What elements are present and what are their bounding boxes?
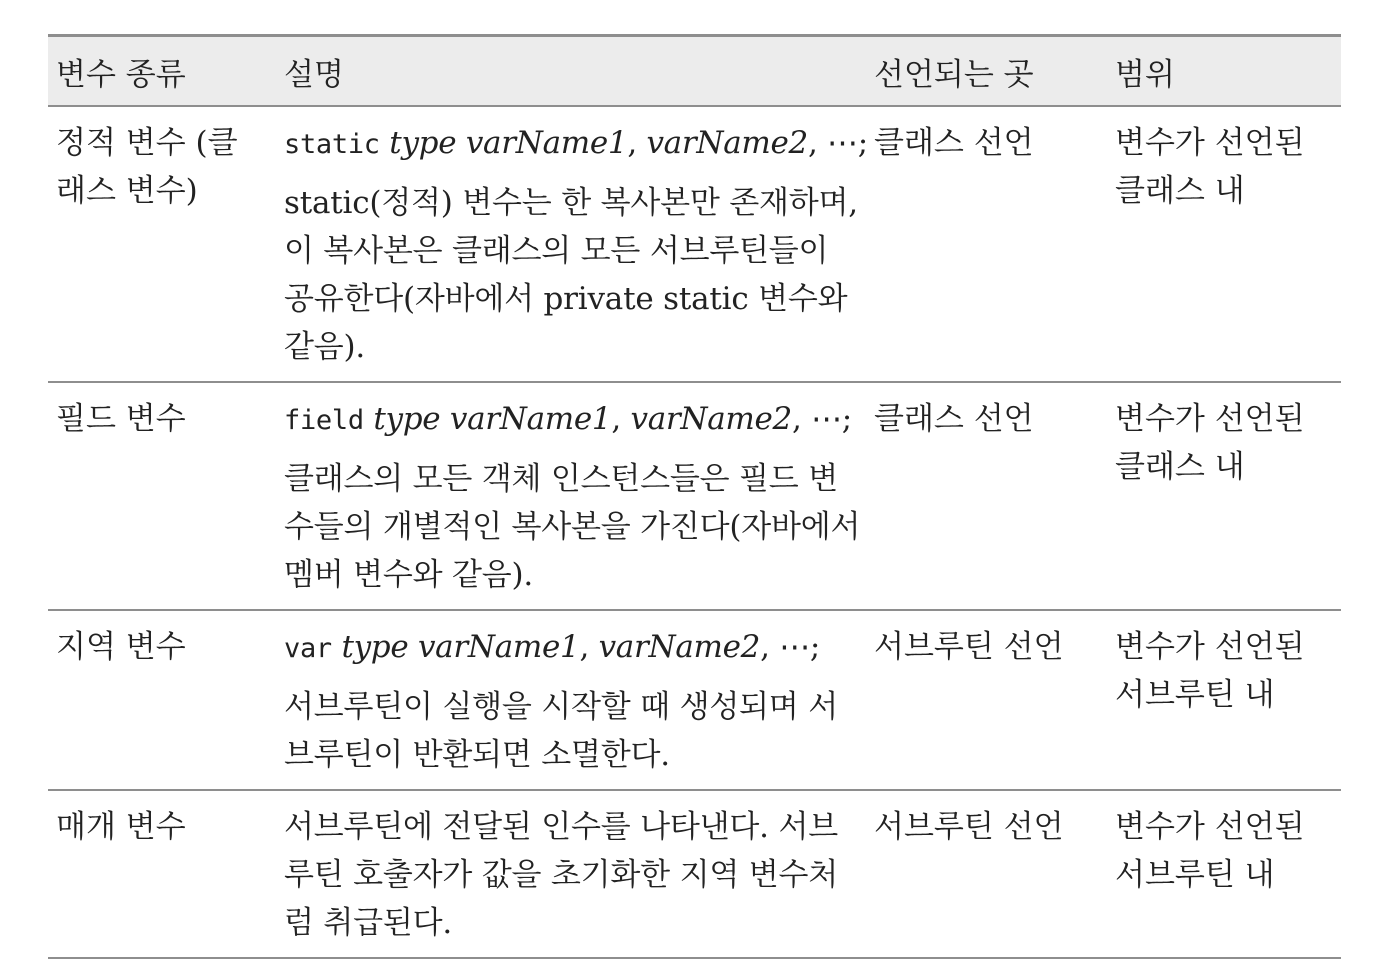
cell-scope: 변수가 선언된 서브루틴 내 — [1103, 790, 1341, 958]
code-type: type — [373, 401, 441, 437]
code-syntax — [284, 395, 862, 445]
code-keyword: var — [284, 633, 332, 664]
code-sep: , — [611, 401, 621, 437]
code-var2: varName2 — [646, 125, 808, 161]
cell-description — [274, 790, 870, 958]
header-scope: 범위 — [1103, 36, 1341, 107]
code-tail: , ⋯; — [807, 125, 868, 161]
code-type: type — [389, 125, 457, 161]
code-keyword: field — [284, 405, 364, 436]
code-type: type — [341, 629, 409, 665]
code-keyword: static — [284, 129, 380, 160]
cell-declared-in: 서브루틴 선언 — [870, 610, 1103, 790]
header-declared-in: 선언되는 곳 — [870, 36, 1103, 107]
header-kind: 변수 종류 — [48, 36, 274, 107]
code-var1: varName1 — [449, 401, 612, 437]
code-tail: , ⋯; — [792, 401, 852, 437]
variable-kinds-table-container — [48, 34, 1341, 959]
cell-declared-in: 클래스 선언 — [870, 106, 1103, 382]
code-var1: varName1 — [417, 629, 580, 665]
description-text: 서브루틴이 실행을 시작할 때 생성되며 서브루틴이 반환되면 소멸한다. — [284, 689, 838, 773]
cell-declared-in: 서브루틴 선언 — [870, 790, 1103, 958]
code-syntax — [284, 119, 868, 169]
cell-kind: 정적 변수 (클래스 변수) — [48, 106, 274, 382]
cell-kind: 지역 변수 — [48, 610, 274, 790]
cell-kind: 매개 변수 — [48, 790, 274, 958]
cell-description — [274, 610, 870, 790]
header-row — [48, 36, 1341, 107]
table-body — [48, 106, 1341, 958]
variable-kinds-table — [48, 34, 1341, 959]
code-var2: varName2 — [630, 401, 792, 437]
cell-description — [274, 382, 870, 610]
description-text: 클래스의 모든 객체 인스턴스들은 필드 변수들의 개별적인 복사본을 가진다(자바에서 멤버 변수와 같음). — [284, 461, 861, 593]
table-row — [48, 790, 1341, 958]
table-row — [48, 382, 1341, 610]
header-description: 설명 — [274, 36, 870, 107]
cell-declared-in: 클래스 선언 — [870, 382, 1103, 610]
cell-scope: 변수가 선언된 클래스 내 — [1103, 106, 1341, 382]
description-text: 서브루틴에 전달된 인수를 나타낸다. 서브루틴 호출자가 값을 초기화한 지역 변수처럼 취급된다. — [284, 809, 838, 941]
code-var2: varName2 — [598, 629, 761, 665]
cell-scope: 변수가 선언된 서브루틴 내 — [1103, 610, 1341, 790]
code-syntax — [284, 623, 862, 673]
code-tail: , ⋯; — [760, 629, 821, 665]
cell-kind: 필드 변수 — [48, 382, 274, 610]
table-row — [48, 106, 1341, 382]
cell-scope: 변수가 선언된 클래스 내 — [1103, 382, 1341, 610]
table-row — [48, 610, 1341, 790]
code-var1: varName1 — [465, 125, 628, 161]
code-sep: , — [627, 125, 637, 161]
description-text: static(정적) 변수는 한 복사본만 존재하며, 이 복사본은 클래스의 모든 서브루틴들이 공유한다(자바에서 private static 변수와 같음). — [284, 185, 858, 365]
code-sep: , — [579, 629, 590, 665]
table-header — [48, 36, 1341, 107]
cell-description — [274, 106, 870, 382]
